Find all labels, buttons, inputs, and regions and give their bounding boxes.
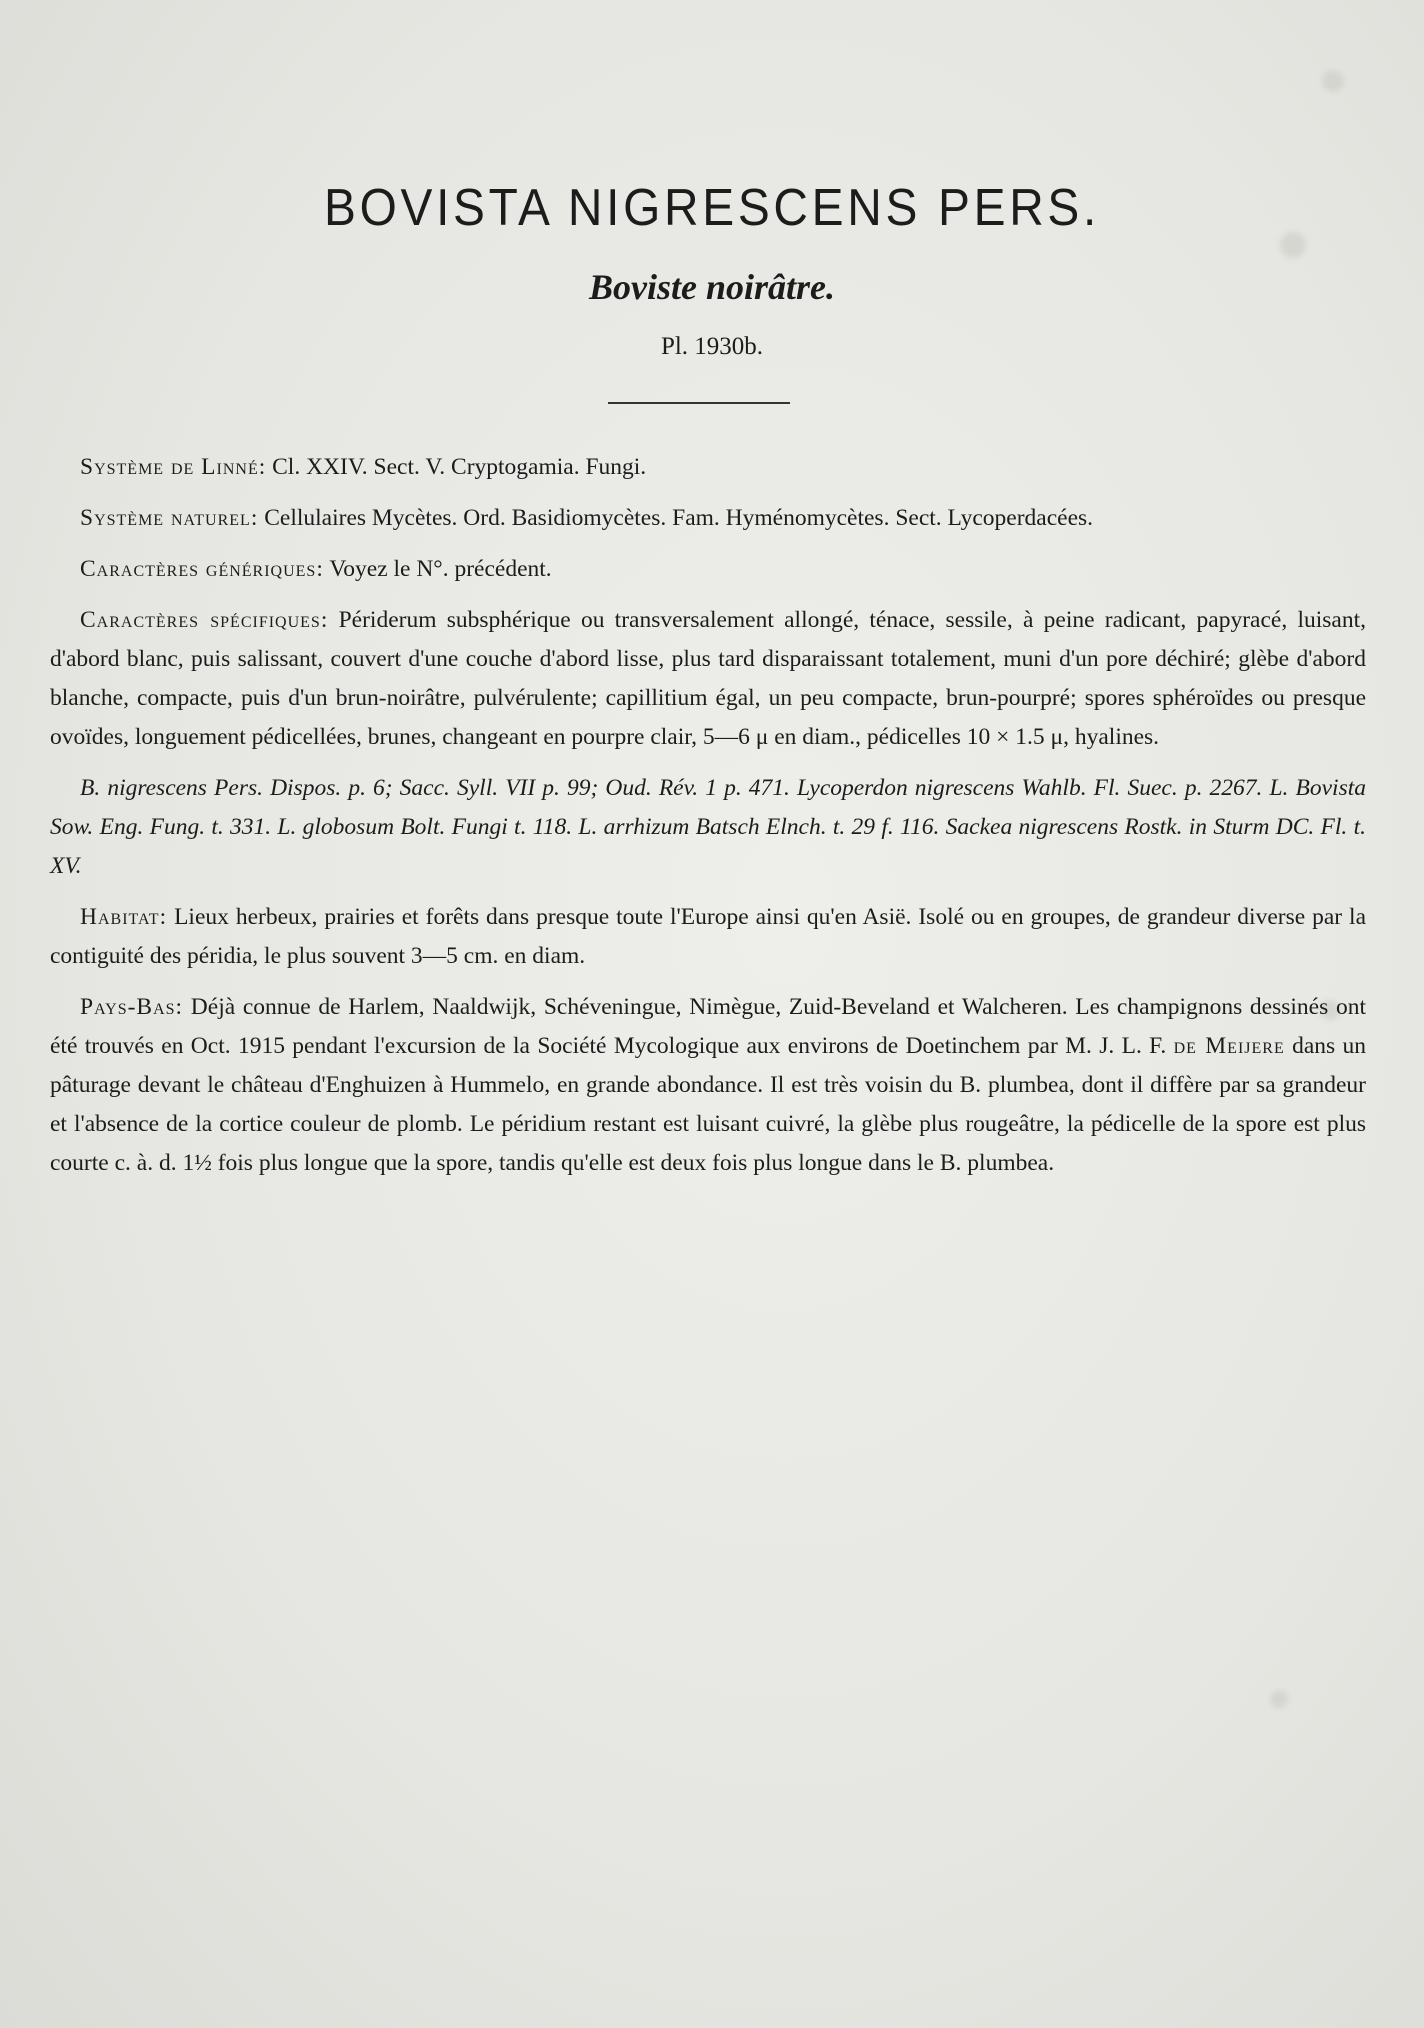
paper-stain: [1270, 1690, 1288, 1708]
text-naturel: Cellulaires Mycètes. Ord. Basidiomycètes. Fam. Hyménomycètes. Sect. Lycoperdacées.: [264, 505, 1094, 531]
text-paysbas-before: Déjà connue de Harlem, Naaldwijk, Schéveningue, Nimègue, Zuid-Beveland et Walcheren. Les champignons dessinés ont été trouvés en Oct. 1915 pendant l'excursion de la Société Mycologique aux environs de Doetinchem par M. J. L. F.: [50, 994, 1366, 1059]
label-linne: Système de Linné:: [80, 454, 267, 480]
text-specifiques: Périderum subsphérique ou transversalement allongé, ténace, sessile, à peine radicant, papyracé, luisant, d'abord blanc, puis salissant, couvert d'une couche d'abord lisse, plus tard disparaissant totalement, muni d'un pore déchiré; glèbe d'abord blanche, compacte, puis d'un brun-noirâtre, pulvérulente; capillitium égal, un peu compacte, brun-pourpré; spores sphéroïdes ou presque ovoïdes, longuement pédicellées, brunes, changeant en pourpre clair, 5—6 μ en diam., pédicelles 10 × 1.5 μ, hyalines.: [50, 607, 1366, 750]
paragraph-specifiques: [50, 601, 1366, 757]
label-naturel: Système naturel:: [80, 505, 259, 531]
label-paysbas: Pays-Bas:: [80, 994, 184, 1020]
document-body: [50, 448, 1366, 1195]
page-title: BOVISTA NIGRESCENS PERS.: [324, 179, 1100, 237]
text-paysbas-after: dans un pâturage devant le château d'Enghuizen à Hummelo, en grande abondance. Il est très voisin du B. plumbea, dont il diffère par sa grandeur et l'absence de la cortice couleur de plomb. Le péridium restant est luisant cuivré, la glèbe plus rougeâtre, la pédicelle de la spore est plus courte c. à. d. 1½ fois plus longue que la spore, tandis qu'elle est deux fois plus longue dans le B. plumbea.: [50, 1033, 1367, 1176]
paper-stain: [1322, 70, 1344, 92]
label-generiques: Caractères génériques:: [80, 556, 324, 582]
text-linne: Cl. XXIV. Sect. V. Cryptogamia. Fungi.: [272, 454, 647, 480]
page-subtitle: Boviste noirâtre.: [588, 267, 835, 307]
label-specifiques: Caractères spécifiques:: [80, 607, 329, 633]
author-name: de Meijere: [1173, 1033, 1285, 1059]
paragraph-linne: [50, 448, 1366, 487]
paragraph-generiques: [50, 550, 1366, 589]
text-habitat: Lieux herbeux, prairies et forêts dans presque toute l'Europe ainsi qu'en Asië. Isolé ou en groupes, de grandeur diverse par la contiguité des péridia, le plus souvent 3—5 cm. en diam.: [50, 904, 1367, 969]
paragraph-naturel: [50, 499, 1366, 538]
label-habitat: Habitat:: [80, 904, 168, 930]
divider-rule: [608, 402, 790, 404]
paragraph-habitat: [50, 898, 1366, 976]
plate-number: Pl. 1930b.: [660, 333, 764, 360]
paragraph-synonymy: B. nigrescens Pers. Dispos. p. 6; Sacc. Syll. VII p. 99; Oud. Rév. 1 p. 471. Lycoperdon nigrescens Wahlb. Fl. Suec. p. 2267. L. Bovista Sow. Eng. Fung. t. 331. L. globosum Bolt. Fungi t. 118. L. arrhizum Batsch Elnch. t. 29 f. 116. Sackea nigrescens Rostk. in Sturm DC. Fl. t. XV.: [50, 775, 1366, 879]
paragraph-paysbas: [50, 988, 1366, 1183]
text-generiques: Voyez le N°. précédent.: [329, 556, 552, 582]
